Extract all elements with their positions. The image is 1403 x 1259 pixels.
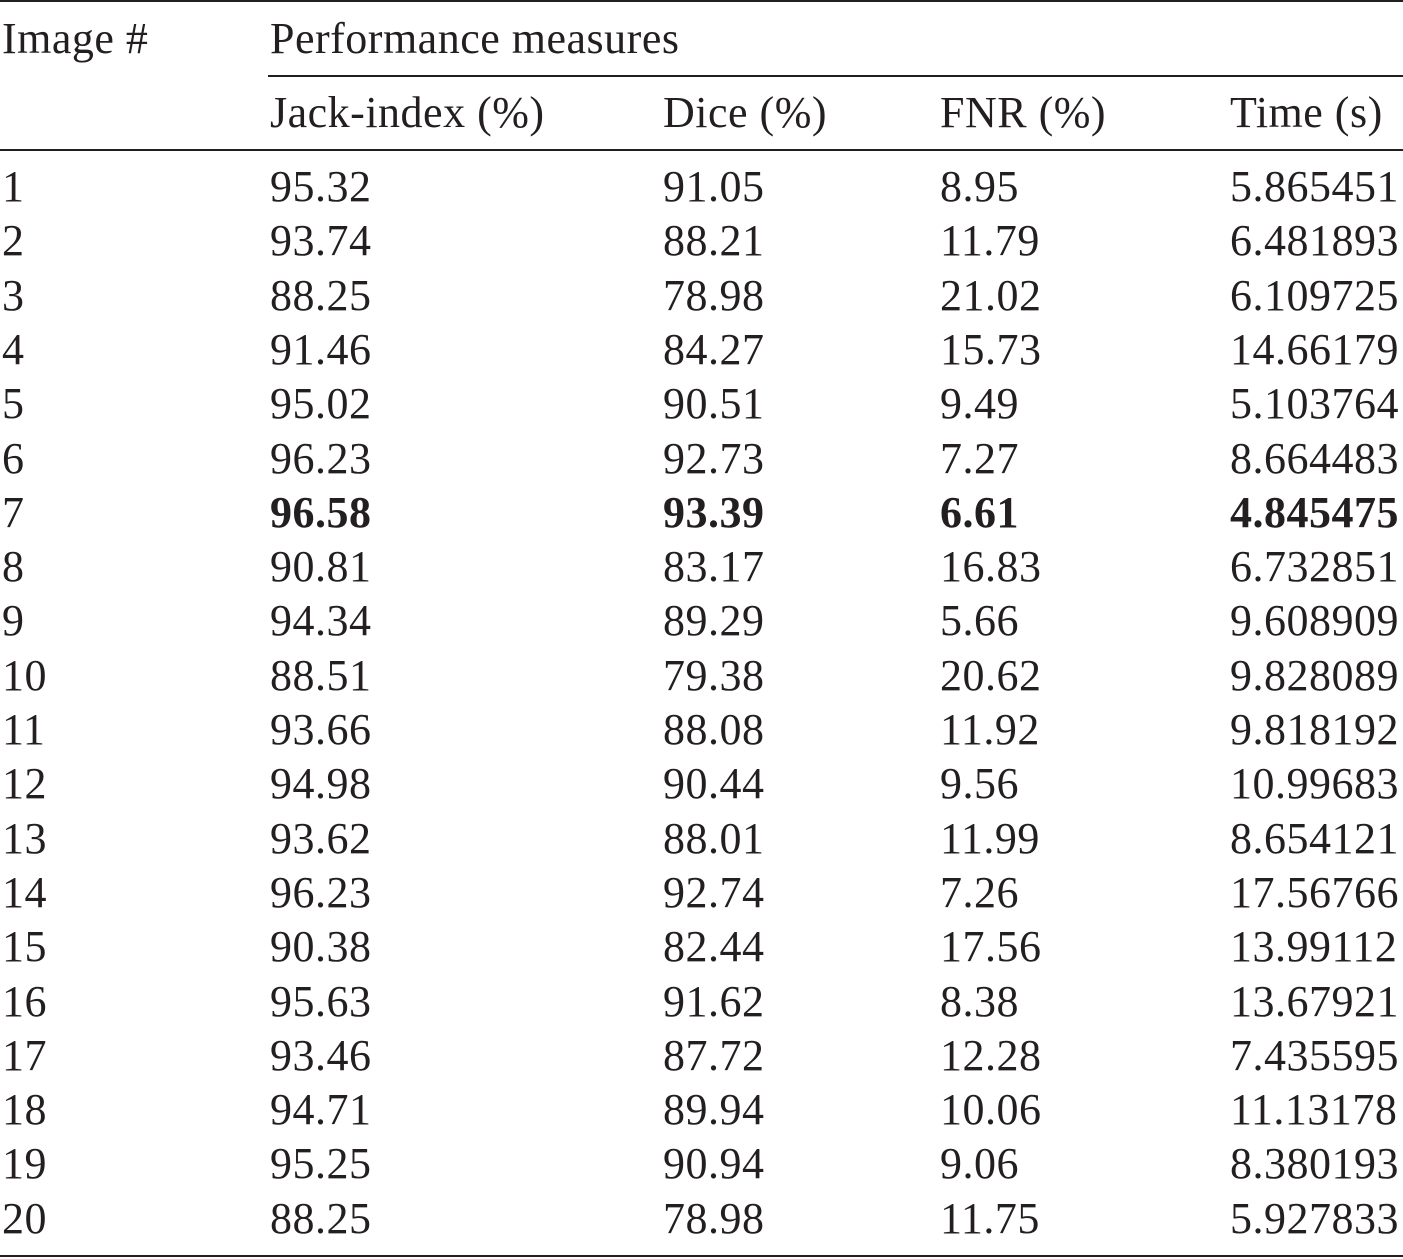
cell-dice: 82.44: [663, 922, 765, 972]
header-rule: [0, 149, 1403, 151]
cell-time: 14.66179: [1230, 324, 1399, 374]
cell-fnr: 9.49: [940, 379, 1019, 429]
cell-time: 6.109725: [1230, 270, 1399, 320]
cell-jack-index: 88.25: [270, 1193, 372, 1243]
cell-image-number: 15: [2, 922, 47, 972]
table-row: [0, 269, 1403, 323]
cell-jack-index: 93.74: [270, 216, 372, 266]
cell-image-number: 14: [2, 867, 47, 917]
cell-dice: 92.74: [663, 867, 765, 917]
table-row: [0, 1192, 1403, 1246]
cell-jack-index: 88.51: [270, 650, 372, 700]
cell-dice: 90.51: [663, 379, 765, 429]
cell-fnr: 11.92: [940, 705, 1040, 754]
cell-jack-index: 95.02: [270, 379, 372, 429]
cell-fnr: 9.06: [940, 1139, 1019, 1189]
cell-dice: 91.62: [663, 976, 765, 1026]
bottom-rule: [0, 1255, 1403, 1257]
cell-fnr: 11.99: [940, 813, 1040, 863]
cell-time: 8.664483: [1230, 433, 1399, 483]
table-row: [0, 594, 1403, 648]
table-row: [0, 214, 1403, 268]
cell-image-number: 7: [2, 487, 25, 537]
cell-dice: 83.17: [663, 542, 765, 592]
cell-jack-index: 95.25: [270, 1139, 372, 1189]
cell-image-number: 8: [2, 542, 25, 592]
header-time: Time (s): [1230, 88, 1383, 137]
cell-time: 5.927833: [1230, 1193, 1399, 1243]
cell-dice: 78.98: [663, 1193, 765, 1243]
table-row: [0, 1029, 1403, 1083]
cell-dice: 79.38: [663, 650, 765, 700]
cell-dice: 90.94: [663, 1139, 765, 1189]
cell-jack-index: 90.38: [270, 922, 372, 972]
cell-time: 9.608909: [1230, 596, 1399, 646]
cell-fnr: 9.56: [940, 759, 1019, 809]
cell-image-number: 9: [2, 596, 25, 646]
table-row: [0, 920, 1403, 974]
header-jack-index: Jack-index (%): [270, 88, 545, 137]
cell-time: 9.828089: [1230, 650, 1399, 700]
cell-jack-index: 90.81: [270, 542, 372, 592]
cell-fnr: 21.02: [940, 270, 1042, 320]
cell-fnr: 7.27: [940, 433, 1019, 483]
cell-jack-index: 93.62: [270, 813, 372, 863]
cell-jack-index: 95.63: [270, 976, 372, 1026]
cell-fnr: 16.83: [940, 542, 1042, 592]
cell-dice: 89.29: [663, 596, 765, 646]
table-row: [0, 540, 1403, 594]
cell-fnr: 8.38: [940, 976, 1019, 1026]
cell-jack-index: 96.23: [270, 433, 372, 483]
cell-dice: 88.21: [663, 216, 765, 266]
cell-fnr: 15.73: [940, 324, 1042, 374]
cell-jack-index: 94.34: [270, 596, 372, 646]
cell-image-number: 5: [2, 379, 25, 429]
cell-fnr: 11.75: [940, 1193, 1040, 1243]
cell-image-number: 6: [2, 433, 25, 483]
cell-time: 4.845475: [1230, 487, 1399, 537]
cell-fnr: 10.06: [940, 1085, 1042, 1135]
cell-dice: 87.72: [663, 1030, 765, 1080]
top-rule: [0, 0, 1403, 2]
cell-jack-index: 95.32: [270, 162, 372, 211]
cell-image-number: 16: [2, 976, 47, 1026]
cell-dice: 90.44: [663, 759, 765, 809]
cell-dice: 88.08: [663, 705, 765, 754]
cell-fnr: 5.66: [940, 596, 1019, 646]
cell-time: 6.732851: [1230, 542, 1399, 592]
cell-jack-index: 88.25: [270, 270, 372, 320]
cell-time: 5.865451: [1230, 162, 1399, 211]
table-row: [0, 812, 1403, 866]
cell-image-number: 17: [2, 1030, 47, 1080]
cell-image-number: 20: [2, 1193, 47, 1243]
cell-image-number: 10: [2, 650, 47, 700]
cell-fnr: 12.28: [940, 1030, 1042, 1080]
cell-time: 7.435595: [1230, 1030, 1399, 1080]
cell-fnr: 7.26: [940, 867, 1019, 917]
cell-image-number: 19: [2, 1139, 47, 1189]
table-row: [0, 1137, 1403, 1191]
cell-fnr: 11.79: [940, 216, 1040, 266]
cell-time: 11.13178: [1230, 1085, 1398, 1135]
table-row: [0, 160, 1403, 214]
cell-jack-index: 94.71: [270, 1085, 372, 1135]
table-row: [0, 432, 1403, 486]
header-dice: Dice (%): [663, 88, 828, 137]
cell-fnr: 20.62: [940, 650, 1042, 700]
cell-time: 5.103764: [1230, 379, 1399, 429]
cell-time: 6.481893: [1230, 216, 1399, 266]
cell-time: 8.380193: [1230, 1139, 1399, 1189]
cell-jack-index: 96.23: [270, 867, 372, 917]
cell-dice: 89.94: [663, 1085, 765, 1135]
cell-fnr: 8.95: [940, 162, 1019, 211]
group-rule: [268, 75, 1403, 77]
cell-image-number: 4: [2, 324, 25, 374]
cell-time: 13.67921: [1230, 976, 1399, 1026]
table-row: [0, 866, 1403, 920]
cell-fnr: 17.56: [940, 922, 1042, 972]
table-row: [0, 975, 1403, 1029]
cell-image-number: 1: [2, 162, 25, 211]
cell-dice: 84.27: [663, 324, 765, 374]
table-row: [0, 1083, 1403, 1137]
cell-dice: 91.05: [663, 162, 765, 211]
cell-image-number: 2: [2, 216, 25, 266]
cell-time: 10.99683: [1230, 759, 1399, 809]
cell-time: 17.56766: [1230, 867, 1399, 917]
cell-time: 13.99112: [1230, 922, 1398, 972]
cell-jack-index: 96.58: [270, 487, 372, 537]
header-fnr: FNR (%): [940, 88, 1107, 137]
cell-image-number: 12: [2, 759, 47, 809]
table-row: [0, 377, 1403, 431]
table-row: [0, 703, 1403, 757]
cell-dice: 92.73: [663, 433, 765, 483]
cell-jack-index: 93.66: [270, 705, 372, 754]
table-row: [0, 649, 1403, 703]
cell-dice: 78.98: [663, 270, 765, 320]
cell-image-number: 11: [2, 705, 46, 754]
header-performance-measures: Performance measures: [270, 14, 680, 63]
cell-jack-index: 91.46: [270, 324, 372, 374]
cell-fnr: 6.61: [940, 487, 1019, 537]
cell-time: 9.818192: [1230, 705, 1399, 754]
table-row: [0, 323, 1403, 377]
table-row: [0, 757, 1403, 811]
cell-image-number: 3: [2, 270, 25, 320]
cell-image-number: 18: [2, 1085, 47, 1135]
cell-jack-index: 93.46: [270, 1030, 372, 1080]
cell-jack-index: 94.98: [270, 759, 372, 809]
cell-dice: 93.39: [663, 487, 765, 537]
header-image-number: Image #: [2, 14, 149, 63]
cell-time: 8.654121: [1230, 813, 1399, 863]
table-row: [0, 486, 1403, 540]
cell-image-number: 13: [2, 813, 47, 863]
cell-dice: 88.01: [663, 813, 765, 863]
